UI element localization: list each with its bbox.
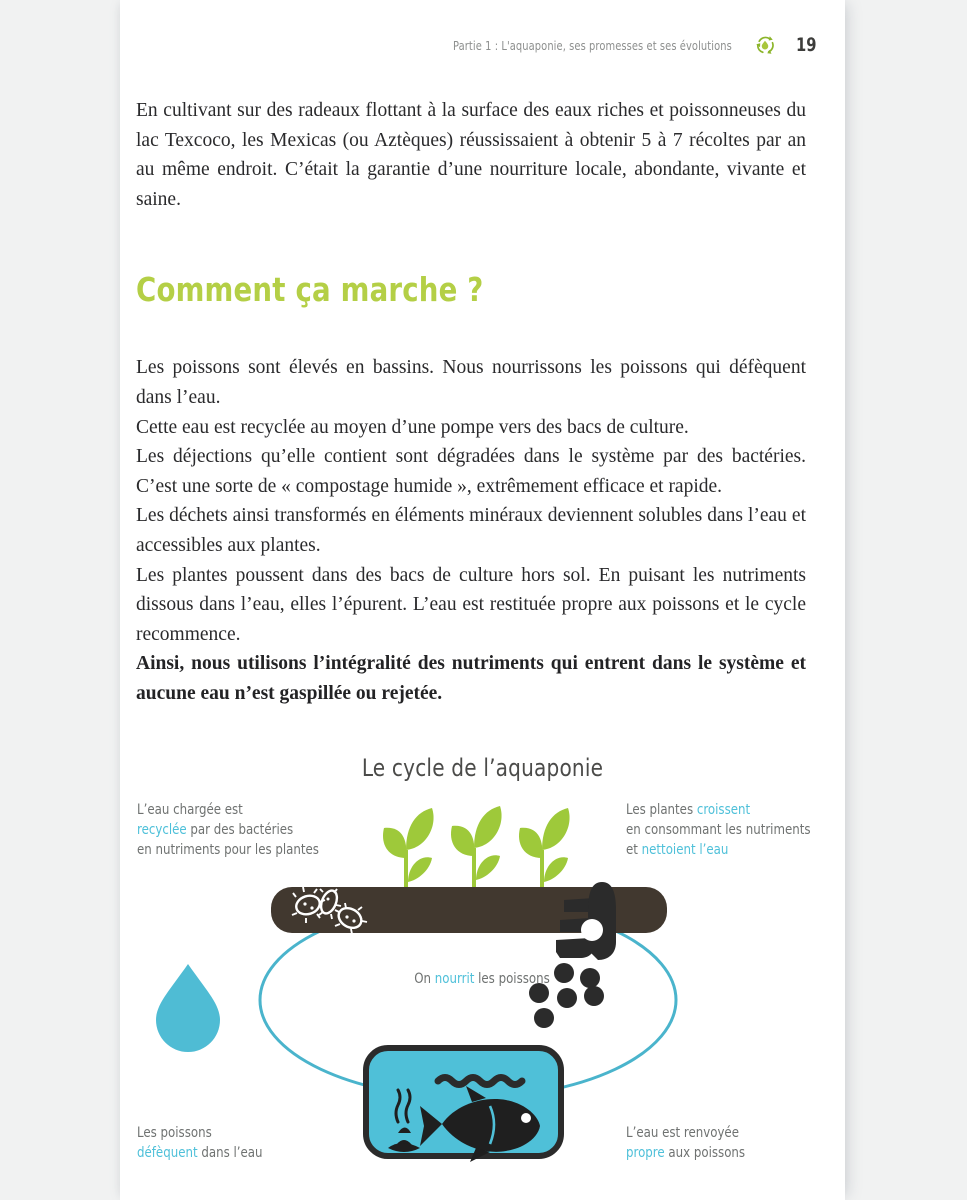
label-top-left-line2 — [137, 820, 319, 840]
paragraph-minerals: Les déchets ainsi transformés en éléments minéraux deviennent solubles dans l’eau et accessibles aux plantes. — [136, 505, 806, 556]
label-feeding — [392, 969, 572, 989]
water-drop — [156, 964, 220, 1052]
label-highlight-nourrit: nourrit — [434, 970, 475, 987]
label-highlight-nettoient: nettoient l’eau — [641, 841, 729, 858]
label-bottom-left-line1: Les poissons — [137, 1124, 212, 1141]
running-head — [120, 32, 845, 58]
label-bottom-left — [137, 1123, 263, 1163]
water-surface-line — [438, 1078, 522, 1085]
label-top-right-line2: en consommant les nutriments — [626, 821, 811, 838]
label-top-right — [626, 800, 811, 860]
label-top-right-line3-rest: et — [626, 841, 642, 858]
paragraph-intro: En cultivant sur des radeaux flottant à la surface des eaux riches et poissonneuses du lac Texcoco, les Mexicas (ou Aztèques) réussissaient à obtenir 5 à 7 récoltes par an au même endroit. C’était la garantie d’une nourriture locale, abondante, vivante et saine. — [136, 100, 806, 210]
running-head-title: Partie 1 : L'aquaponie, ses promesses et ses évolutions — [453, 37, 733, 53]
label-bottom-left-line2 — [137, 1143, 263, 1163]
label-top-right-line3 — [626, 840, 811, 860]
label-bottom-right-line2-rest: aux poissons — [664, 1144, 746, 1161]
paragraph-conclusion: Ainsi, nous utilisons l’intégralité des nutriments qui entrent dans le système et aucune eau n’est gaspillée ou rejetée. — [136, 653, 806, 704]
label-highlight-croissent: croissent — [696, 801, 751, 818]
label-bottom-right-line1: L’eau est renvoyée — [626, 1124, 739, 1141]
label-top-left-line2-rest: par des bactéries — [186, 821, 294, 838]
label-top-left-line1: L’eau chargée est — [137, 801, 243, 818]
label-top-right-line1 — [626, 800, 811, 820]
label-bottom-right-line2 — [626, 1143, 745, 1163]
page-number: 19 — [796, 34, 817, 56]
label-highlight-recyclee: recyclée — [137, 821, 187, 838]
label-top-right-line1-rest: Les plantes — [626, 801, 697, 818]
label-top-left-line3: en nutriments pour les plantes — [137, 841, 319, 858]
paragraph-plants: Les plantes poussent dans des bacs de culture hors sol. En puisant les nutriments dissous dans l’eau, elles l’épurent. L’eau est restituée propre aux poissons et le cycle recommence. — [136, 564, 806, 645]
recycle-water-icon — [754, 34, 776, 56]
paragraph-fish-raising: Les poissons sont élevés en bassins. Nous nourrissons les poissons qui défèquent dans l’eau. — [136, 357, 806, 408]
label-bottom-right — [626, 1123, 745, 1163]
label-feeding-post: les poissons — [474, 970, 550, 987]
aquaponics-cycle-diagram — [120, 742, 845, 1182]
label-bottom-left-line2-rest: dans l’eau — [197, 1144, 263, 1161]
label-highlight-defequent: défèquent — [137, 1144, 198, 1161]
section-heading: Comment ça marche ? — [136, 270, 484, 310]
document-page — [120, 0, 845, 1200]
label-feeding-pre: On — [414, 970, 435, 987]
diagram-title: Le cycle de l’aquaponie — [361, 754, 604, 782]
paragraph-water-recycled: Cette eau est recyclée au moyen d’une pompe vers des bacs de culture. — [136, 416, 689, 438]
label-top-left — [137, 800, 319, 860]
article-body — [136, 96, 806, 709]
paragraph-bacteria: Les déjections qu’elle contient sont dégradées dans le système par des bactéries. C’est une sorte de « compostage humide », extrêmement efficace et rapide. — [136, 446, 806, 497]
label-highlight-propre: propre — [626, 1144, 665, 1161]
